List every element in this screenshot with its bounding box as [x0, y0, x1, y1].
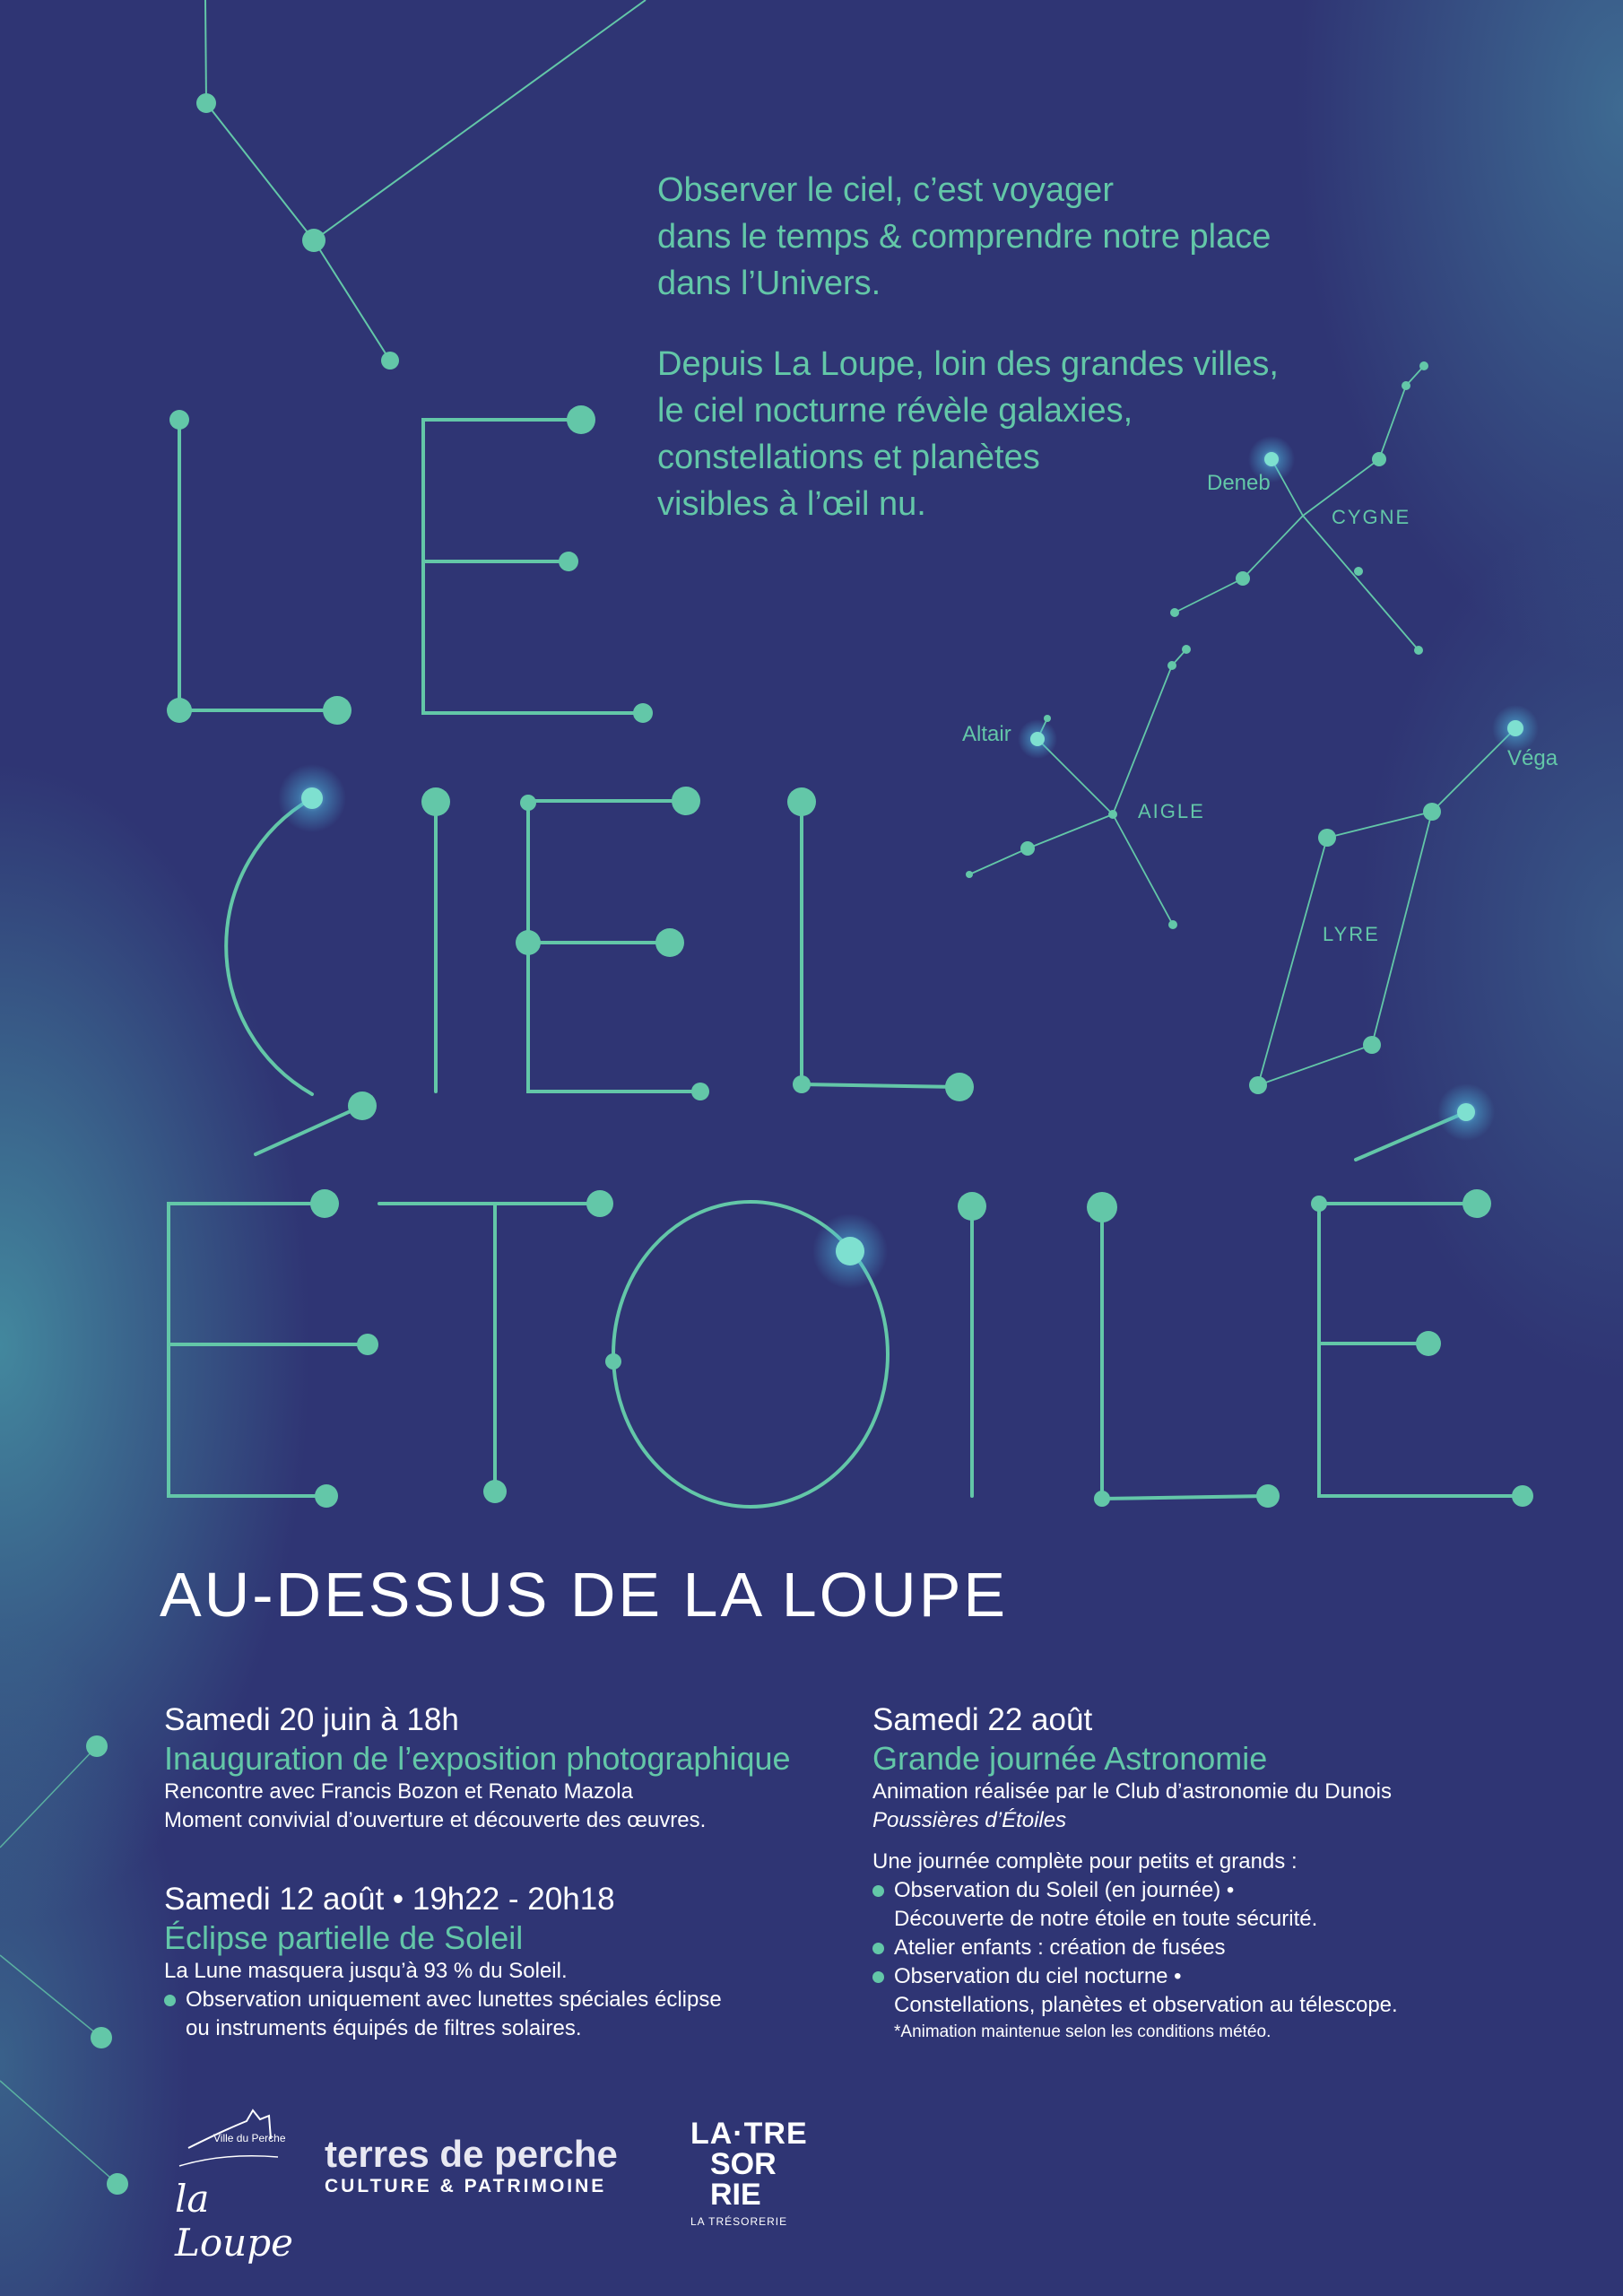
event-date: Samedi 22 août: [872, 1702, 1093, 1737]
letter-l: [1102, 1207, 1268, 1499]
subtitle: AU-DESSUS DE LA LOUPE: [160, 1560, 1009, 1630]
logo-main-text: la Loupe: [175, 2177, 293, 2265]
event-date: Samedi 20 juin à 18h: [164, 1702, 459, 1737]
letter-e: [169, 1204, 368, 1496]
logo-sub-text: CULTURE & PATRIMOINE: [325, 2176, 607, 2196]
constellation-lyre: [1258, 728, 1515, 1085]
la-loupe-logo: [170, 2103, 296, 2265]
event-text: Rencontre avec Francis Bozon et Renato Mazola: [164, 1779, 633, 1804]
star-dot: [196, 93, 216, 113]
event-inauguration: [164, 1700, 846, 1835]
intro-paragraph: Observer le ciel, c’est voyager dans le temps & comprendre notre place dans l’Univers.: [657, 171, 1271, 302]
logo-text-row: LA·TRE: [690, 2117, 808, 2151]
star-dot: [302, 229, 325, 252]
aigle-label: AIGLE: [1138, 800, 1205, 822]
event-eclipse: [164, 1880, 846, 2043]
bullet-item: [872, 1962, 1590, 2020]
event-text: La Lune masquera jusqu’à 93 % du Soleil.: [164, 1959, 568, 1983]
event-title: Éclipse partielle de Soleil: [164, 1919, 524, 1956]
event-text: Une journée complète pour petits et grands :: [872, 1849, 1298, 1874]
title-text: [0, 0, 1, 1]
constellation-aigle: [969, 649, 1186, 925]
logo-main-text: terres de perche: [325, 2133, 618, 2175]
logo-text-row: SOR: [710, 2147, 777, 2181]
bullet-text: Découverte de notre étoile en toute sécurité.: [894, 1907, 1318, 1931]
star-dot: [91, 2027, 112, 2048]
bottom-left-constellation: [0, 1746, 117, 2184]
bullet-item: [164, 1986, 846, 2043]
top-left-constellation: [205, 0, 646, 361]
bullet-item: [872, 1934, 1590, 1962]
star-dot: [86, 1735, 108, 1757]
event-title: Inauguration de l’exposition photographique: [164, 1740, 791, 1777]
star-dot: [107, 2173, 128, 2195]
bullet-item: [872, 1876, 1590, 1934]
bullet-text: Observation du ciel nocturne •: [894, 1964, 1182, 1988]
terres-de-perche-logo: [325, 2133, 647, 2213]
bullet-text: Observation du Soleil (en journée) •: [894, 1878, 1235, 1902]
star-dot: [381, 352, 399, 370]
deneb-label: Deneb: [1207, 471, 1271, 495]
intro-paragraph: Depuis La Loupe, loin des grandes villes, le ciel nocturne révèle galaxies, constellations et planètes visibles à l’œil nu.: [657, 345, 1279, 523]
event-date: Samedi 12 août • 19h22 - 20h18: [164, 1882, 615, 1917]
letter-e: [423, 420, 643, 713]
cygne-label: CYGNE: [1332, 506, 1411, 528]
event-title: Grande journée Astronomie: [872, 1740, 1268, 1777]
bullet-text: Atelier enfants : création de fusées: [894, 1935, 1226, 1960]
event-text: Animation réalisée par le Club d’astronomie du Dunois: [872, 1779, 1392, 1804]
letter-l: [802, 802, 959, 1087]
tresorerie-logo: [690, 2118, 807, 2235]
club-name: Poussières d’Étoiles: [872, 1808, 1067, 1832]
bullet-text: Constellations, planètes et observation au télescope.: [894, 1993, 1398, 2017]
glow-stars: [278, 764, 1495, 1289]
letter-l: [179, 420, 337, 710]
letter-c: [226, 798, 312, 1094]
weather-note: *Animation maintenue selon les conditions météo.: [894, 2022, 1271, 2041]
event-astronomie: [872, 1700, 1590, 2045]
logo-text-row: RIE: [710, 2178, 761, 2212]
bullet-text: ou instruments équipés de filtres solaires.: [186, 2016, 582, 2040]
letter-t: [379, 1204, 600, 1492]
event-text: Moment convivial d’ouverture et découverte des œuvres.: [164, 1808, 707, 1832]
vega-label: Véga: [1507, 746, 1558, 770]
logo-caption: LA TRÉSORERIE: [690, 2215, 788, 2228]
altair-label: Altair: [962, 722, 1011, 746]
bullet-text: Observation uniquement avec lunettes spéciales éclipse: [186, 1987, 722, 2012]
lyre-label: LYRE: [1323, 923, 1380, 945]
logo-small-text: Ville du Perche: [213, 2132, 286, 2144]
